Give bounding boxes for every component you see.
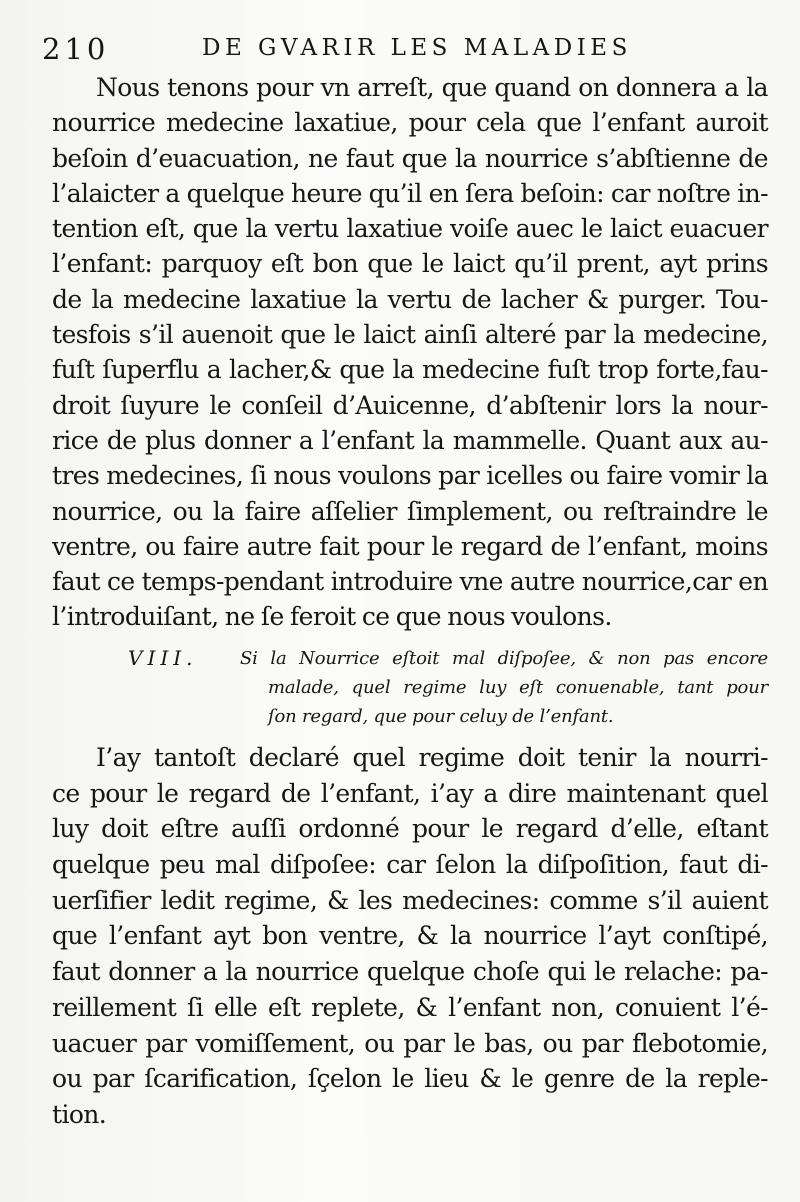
text-line: Nous tenons pour vn arreſt, que quand on donnera a la [96,73,768,102]
text-line: uacuer par vomiſſement, ou par le bas, ou par flebotomie, [52,1028,768,1058]
text-line: nourrice, ou la faire aſſelier ſimplement, ou reſtraindre le [52,496,768,526]
text-line: reillement ſi elle eſt replete, & l’enfant non, conuient l’é- [52,992,768,1022]
chapter-title-line: ſon regard, que pour celuy de l’enfant. [268,706,614,727]
text-line: l’alaicter a quelque heure qu’il en ſera beſoin: car noſtre in- [52,178,768,208]
text-line: faut donner a la nourrice quelque choſe qui le relache: pa- [52,957,768,987]
text-line: tesfois s’il auenoit que le laict ainſi alteré par la medecine, [52,320,768,350]
text-line: luy doit eſtre auſſi ordonné pour le regard d’elle, eſtant [52,814,768,844]
chapter-number: VIII. [128,646,198,670]
text-line: de la medecine laxatiue la vertu de lacher & purger. Tou- [52,284,768,314]
first-paragraph [52,70,768,635]
text-line: ce pour le regard de l’enfant, i’ay a dire maintenant quel [52,778,768,808]
text-line: ventre, ou faire autre fait pour le regard de l’enfant, moins [52,531,768,561]
text-line: rice de plus donner a l’enfant la mammelle. Quant aux au- [52,425,768,455]
text-line: tres medecines, ſi nous voulons par icelles ou faire vomir la [52,461,768,491]
text-line: ou par ſcarification, ſçelon le lieu & le genre de la reple- [52,1064,768,1094]
text-line: tion. [52,1099,107,1129]
text-line: I’ay tantoſt declaré quel regime doit tenir la nourri- [96,743,768,772]
page-number: 210 [42,32,110,66]
running-head: DE GVARIR LES MALADIES [202,35,632,61]
text-line: l’introduiſant, ne ſe feroit ce que nous voulons. [52,602,612,632]
text-line: nourrice medecine laxatiue, pour cela que l’enfant auroit [52,108,768,138]
page-header [42,32,782,72]
chapter-title-line: malade, quel regime luy eſt conuenable, tant pour [268,677,768,698]
chapter-title-line: Si la Nourrice eſtoit mal diſpoſee, & non pas encore [240,648,768,669]
text-line: l’enfant: parquoy eſt bon que le laict qu’il prent, ayt prins [52,249,768,279]
text-line: beſoin d’euacuation, ne faut que la nourrice s’abſtienne de [52,143,768,173]
text-line: droit ſuyure le conſeil d’Auicenne, d’abſtenir lors la nour- [52,390,768,420]
text-line: fuſt ſuperflu a lacher,& que la medecine fuſt trop forte,fau- [52,355,768,385]
text-line: tention eſt, que la vertu laxatiue voiſe auec le laict euacuer [52,214,768,244]
second-paragraph [52,740,768,1133]
chapter-heading [128,644,768,730]
text-line: uerſifier ledit regime, & les medecines: comme s’il auient [52,885,768,915]
text-line: faut ce temps-pendant introduire vne autre nourrice,car en [52,567,768,597]
text-line: que l’enfant ayt bon ventre, & la nourrice l’ayt conſtipé, [52,921,768,951]
text-line: quelque peu mal diſpoſee: car ſelon la diſpoſition, faut di- [52,850,768,880]
